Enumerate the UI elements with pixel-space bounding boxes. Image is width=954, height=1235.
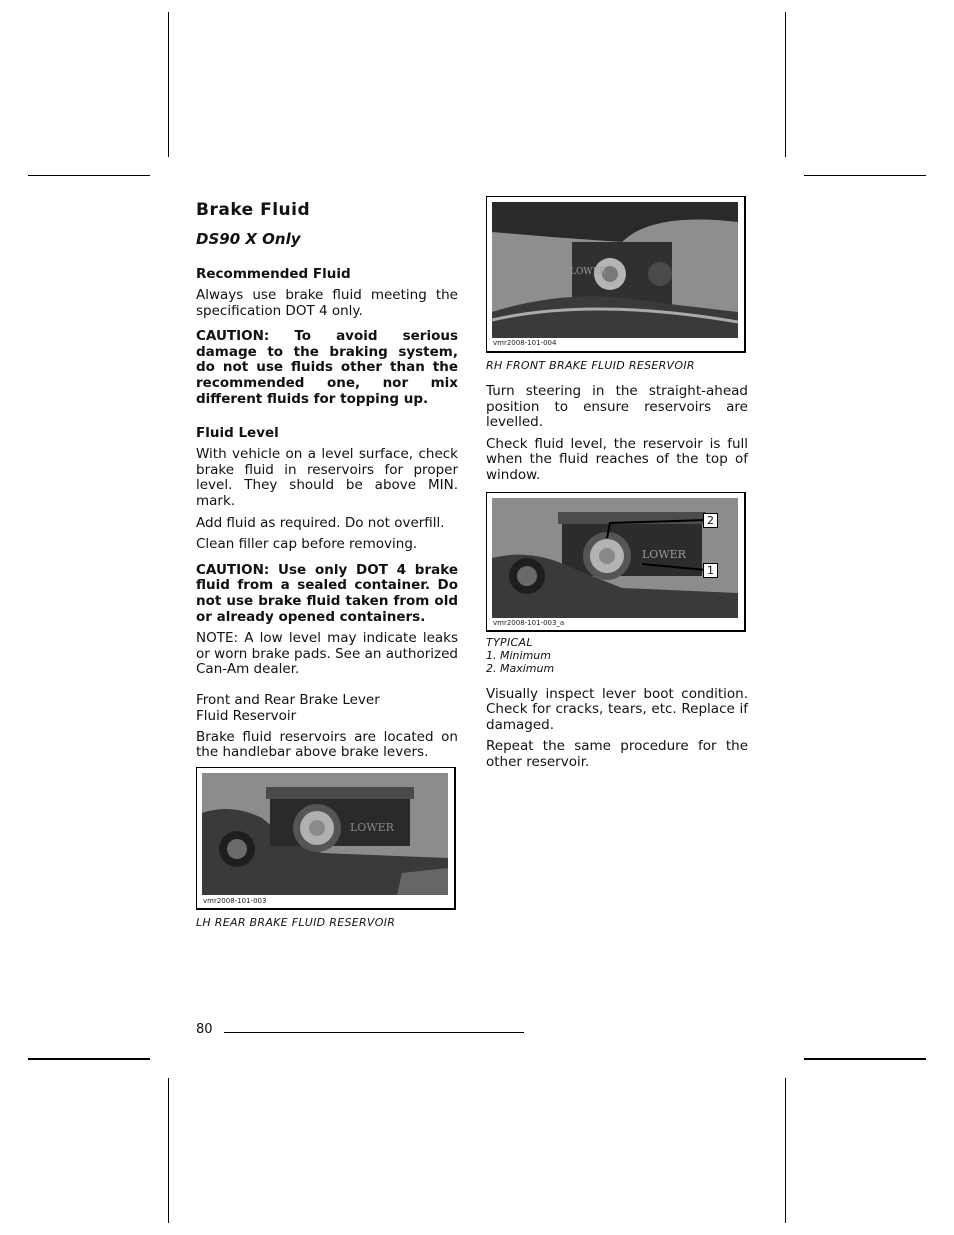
footer-rule [224,1032,524,1033]
figure-caption: TYPICAL [486,635,533,649]
lower-mark-label: LOWER [350,821,394,835]
figure-id: vmr2008-101-003_a [493,618,565,627]
fluid-level-text: With vehicle on a level surface, check brake fluid in reservoirs for proper level. They should be above MIN. mark. [196,446,458,509]
figure-caption: LH REAR BRAKE FLUID RESERVOIR [196,916,396,930]
right-column [486,196,748,777]
figure-id: vmr2008-101-004 [493,339,557,347]
lever-reservoir-heading-line-1: Front and Rear Brake Lever [196,691,380,708]
crop-mark [785,1078,786,1223]
rear-reservoir-photo [202,773,448,895]
lever-reservoir-heading-line-2: Fluid Reservoir [196,707,297,724]
note-text: NOTE: A low level may indicate leaks or worn brake pads. See an authorized Can-Am dealer. [196,630,458,678]
crop-mark [28,175,150,176]
crop-mark [168,1078,169,1223]
recommended-fluid-heading: Recommended Fluid [196,266,351,282]
rear-reservoir-figure [196,767,456,910]
legend-item-1: 1. Minimum [486,648,551,662]
crop-mark [785,12,786,157]
typical-reservoir-photo [492,498,738,618]
callout-maximum: 2 [703,513,718,528]
clean-cap-text: Clean filler cap before removing. [196,536,418,553]
crop-mark [28,1058,150,1060]
lever-reservoir-heading [196,692,458,724]
crop-mark [168,12,169,157]
caution-note: CAUTION: To avoid serious damage to the braking system, do not use fluids other than the recommended one, nor mix different fluids for topping up. [196,328,458,407]
crop-mark [804,175,926,176]
section-subtitle: DS90 X Only [196,230,301,248]
add-fluid-text: Add fluid as required. Do not overfill. [196,514,445,531]
lower-mark-label: LOWER [570,267,606,277]
lever-reservoir-text: Brake fluid reservoirs are located on the handlebar above brake levers. [196,728,458,761]
section-title: Brake Fluid [196,200,311,220]
callout-minimum: 1 [703,563,718,578]
repeat-procedure-text: Repeat the same procedure for the other reservoir. [486,738,748,770]
steering-text: Turn steering in the straight-ahead position to ensure reservoirs are levelled. [486,383,748,431]
recommended-fluid-text: Always use brake fluid meeting the specification DOT 4 only. [196,287,458,319]
left-column [196,200,458,929]
inspect-boot-text: Visually inspect lever boot condition. Check for cracks, tears, etc. Replace if damaged. [486,685,748,733]
lower-mark-label: LOWER [642,547,686,561]
page-number: 80 [196,1022,213,1037]
check-level-text: Check fluid level, the reservoir is full when the fluid reaches of the top of window. [486,435,748,483]
typical-reservoir-figure [486,492,746,632]
crop-mark [804,1058,926,1060]
fluid-level-heading: Fluid Level [196,425,279,442]
legend-item-2: 2. Maximum [486,661,555,675]
front-reservoir-photo [492,202,738,338]
caution-note: CAUTION: Use only DOT 4 brake fluid from a sealed container. Do not use brake fluid taken from old or already opened containers. [196,561,458,625]
figure-caption: RH FRONT BRAKE FLUID RESERVOIR [486,359,695,372]
front-reservoir-figure [486,196,746,353]
figure-id: vmr2008-101-003 [203,897,267,906]
